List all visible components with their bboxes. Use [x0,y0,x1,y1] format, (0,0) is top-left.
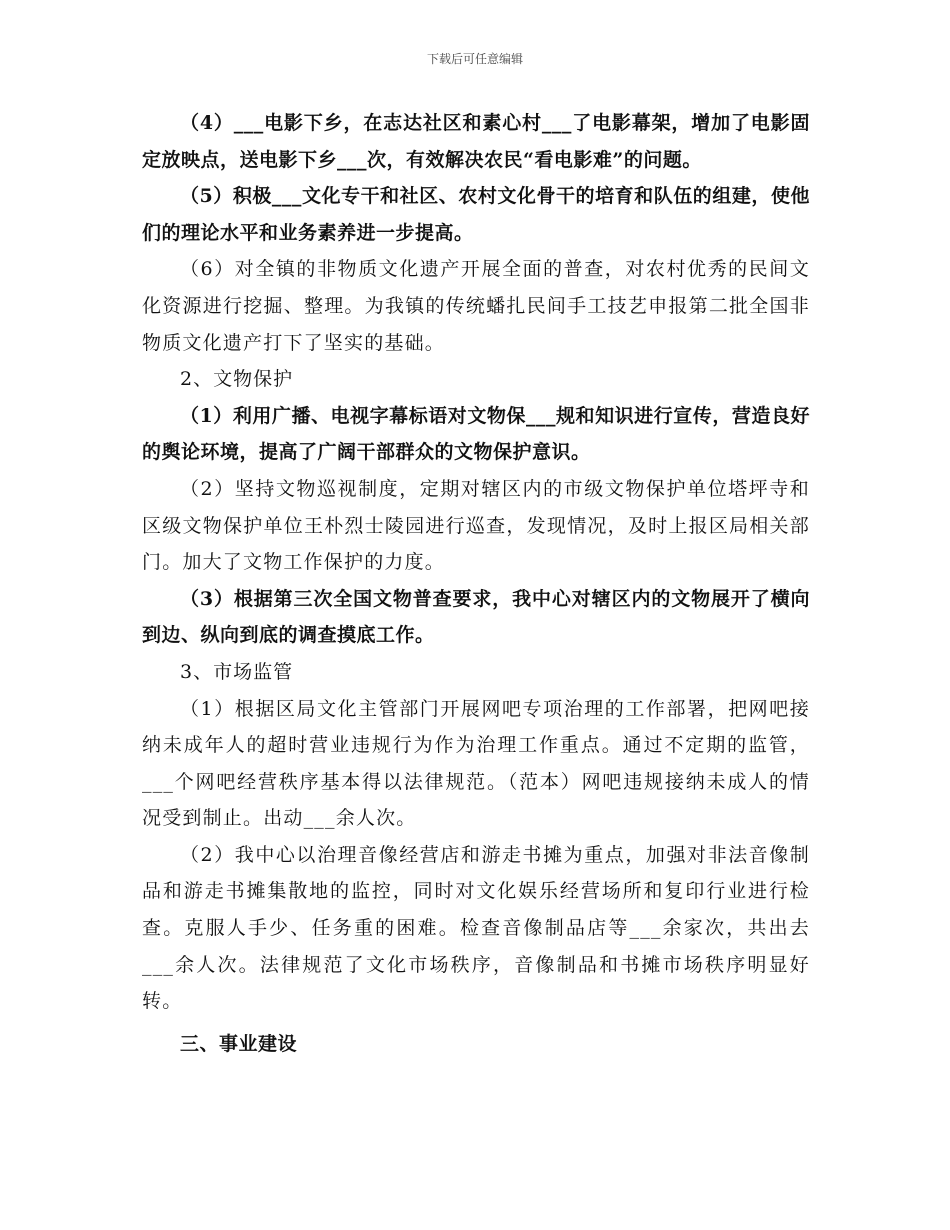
paragraph-internet-cafe: （1）根据区局文化主管部门开展网吧专项治理的工作部署，把网吧接纳未成年人的超时营业违规行为作为治理工作重点。通过不定期的监管，___个网吧经营秩序基本得以法律规范。（范本）网吧违规接纳未成人的情况受到制止。出动___余人次。 [142,697,810,830]
paragraph-audio-video-stores: （2）我中心以治理音像经营店和游走书摊为重点，加强对非法音像制品和游走书摊集散地的监控，同时对文化娱乐经营场所和复印行业进行检查。克服人手少、任务重的困难。检查音像制品店等___余家次，共出去___余人次。法律规范了文化市场秩序，音像制品和书摊市场秩序明显好转。 [142,843,810,1013]
paragraph-film-to-countryside: （4）___电影下乡，在志达社区和素心村___了电影幕架，增加了电影固定放映点，送电影下乡___次，有效解决农民“看电影难”的问题。 [142,112,810,171]
paragraph-cultural-staff-training: （5）积极___文化专干和社区、农村文化骨干的培育和队伍的组建，使他们的理论水平和业务素养进一步提高。 [142,185,810,244]
section-heading-market-supervision: 3、市场监管 [180,660,294,683]
section-heading-career-building: 三、事业建设 [180,1032,298,1055]
paragraph-relic-publicity: （1）利用广播、电视字幕标语对文物保___规和知识进行宣传，营造良好的舆论环境，提高了广阔干部群众的文物保护意识。 [142,404,810,464]
document-body [142,105,810,1062]
paragraph-relic-survey: （3）根据第三次全国文物普查要求，我中心对辖区内的文物展开了横向到边、纵向到底的调查摸底工作。 [142,587,810,647]
paragraph-intangible-heritage: （6）对全镇的非物质文化遗产开展全面的普查，对农村优秀的民间文化资源进行挖掘、整理。为我镇的传统蟠扎民间手工技艺申报第二批全国非物质文化遗产打下了坚实的基础。 [142,258,810,354]
page-header: 下载后可任意编辑 [426,52,523,66]
section-heading-relic-protection: 2、文物保护 [180,368,294,391]
paragraph-relic-patrol: （2）坚持文物巡视制度，定期对辖区内的市级文物保护单位塔坪寺和区级文物保护单位王朴烈士陵园进行巡查，发现情况，及时上报区局相关部门。加大了文物工作保护的力度。 [142,477,810,574]
